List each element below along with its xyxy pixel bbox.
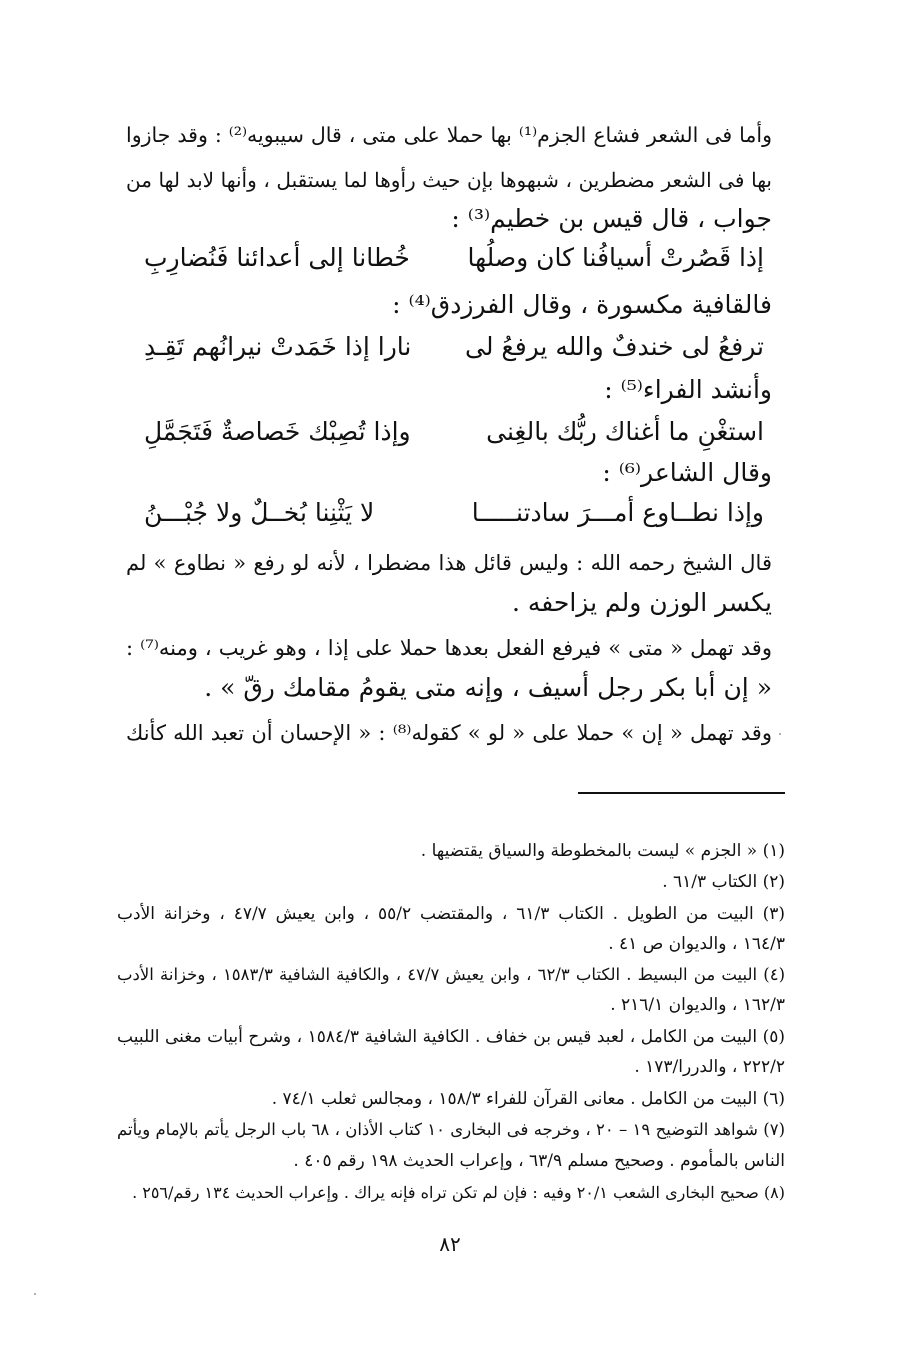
- footnote-line: (٢) الكتاب ٦١/٣ .: [662, 872, 785, 892]
- page-number: ٨٢: [439, 1232, 461, 1256]
- footnote-line: (٤) البيت من البسيط . الكتاب ٦٢/٣ ، وابن يعيش ٤٧/٧ ، والكافية الشافية ١٥٨٣/٣ ، وخزانة الأدب: [117, 965, 785, 984]
- footnote-line: ١٦٢/٣ ، والديوان ٢١٦/١ .: [610, 995, 785, 1015]
- text-line: فالقافية مكسورة ، وقال الفرزدق⁽⁴⁾ :: [392, 290, 772, 319]
- poem-verse: [144, 412, 764, 452]
- text-line: وأما فى الشعر فشاع الجزم⁽¹⁾ بها حملا على متى ، قال سيبويه⁽²⁾ : وقد جازوا: [126, 123, 772, 147]
- verse-second-hemistich: وإذا تُصِبْك خَصاصةٌ فَتَجَمَّلِ: [144, 417, 411, 446]
- footnote-line: (٥) البيت من الكامل ، لعبد قيس بن خفاف . الكافية الشافية ١٥٨٤/٣ ، وشرح أبيات مغنى اللبيب: [117, 1027, 785, 1047]
- text-line: قال الشيخ رحمه الله : وليس قائل هذا مضطرا ، لأنه لو رفع « نطاوع » لم: [126, 551, 772, 575]
- verse-first-hemistich: إذا قَصُرتْ أسيافُنا كان وصلُها: [467, 243, 764, 272]
- footnote-line: (٦) البيت من الكامل . معانى القرآن للفراء ١٥٨/٣ ، ومجالس ثعلب ٧٤/١ .: [271, 1089, 785, 1109]
- footnote-line: (٧) شواهد التوضيح ١٩ – ٢٠ ، وخرجه فى البخارى ١٠ كتاب الأذان ، ٦٨ باب الرجل يأتم بالإمام ويأتم: [117, 1120, 785, 1139]
- poem-verse: [144, 238, 764, 278]
- scan-speck: [34, 1293, 36, 1295]
- verse-first-hemistich: وإذا نطــاوع أمـــرَ سادتنـــــا: [471, 498, 764, 527]
- text-line: وقال الشاعر⁽⁶⁾ :: [602, 458, 772, 487]
- footnote-line: (١) « الجزم » ليست بالمخطوطة والسياق يقتضيها .: [420, 841, 785, 861]
- footnote-line: (٣) البيت من الطويل . الكتاب ٦١/٣ ، والمقتضب ٥٥/٢ ، وابن يعيش ٤٧/٧ ، وخزانة الأدب: [117, 904, 786, 924]
- text-line: وقد تهمل « إن » حملا على « لو » كقوله⁽⁸⁾ : « الإحسان أن تعبد الله كأنك: [126, 721, 772, 745]
- text-line: وقد تهمل « متى » فيرفع الفعل بعدها حملا على إذا ، وهو غريب ، ومنه⁽⁷⁾ :: [126, 636, 772, 660]
- verse-second-hemistich: لا يَثْنِنا بُخــلٌ ولا جُبْـــنُ: [144, 498, 375, 527]
- footnote-line: الناس بالمأموم . وصحيح مسلم ٦٣/٩ ، وإعراب الحديث ١٩٨ رقم ٤٠٥ .: [293, 1151, 785, 1171]
- verse-first-hemistich: ترفعُ لى خندفٌ والله يرفعُ لى: [464, 332, 764, 361]
- verse-first-hemistich: استغْنِ ما أغناك ربُّك بالغِنى: [486, 417, 764, 446]
- text-line: وأنشد الفراء⁽⁵⁾ :: [604, 375, 772, 404]
- poem-verse: [144, 327, 764, 367]
- scan-speck: [779, 733, 781, 735]
- verse-second-hemistich: نارا إذا خَمَدتْ نيرانُهم تَقِـدِ: [144, 332, 412, 361]
- verse-second-hemistich: خُطانا إلى أعدائنا فَنُضارِبِ: [144, 243, 410, 272]
- poem-verse: [144, 493, 764, 533]
- text-line: جواب ، قال قيس بن خطيم⁽³⁾ :: [451, 204, 772, 233]
- text-line: « إن أبا بكر رجل أسيف ، وإنه متى يقومُ مقامك رقّ » .: [204, 673, 772, 702]
- footnote-line: ١٦٤/٣ ، والديوان ص ٤١ .: [608, 934, 785, 954]
- footnote-line: ٢٢٢/٢ ، والدررا/١٧٣ .: [634, 1057, 785, 1077]
- text-line: بها فى الشعر مضطرين ، شبهوها بإن حيث رأوها لما يستقبل ، وأنها لابد لها من: [126, 168, 772, 192]
- footnote-separator: [578, 792, 785, 794]
- text-line: يكسر الوزن ولم يزاحفه .: [511, 588, 772, 617]
- footnote-line: (٨) صحيح البخارى الشعب ٢٠/١ وفيه : فإن لم تكن تراه فإنه يراك . وإعراب الحديث ١٣٤ رقم/٢٥٦ .: [132, 1183, 785, 1202]
